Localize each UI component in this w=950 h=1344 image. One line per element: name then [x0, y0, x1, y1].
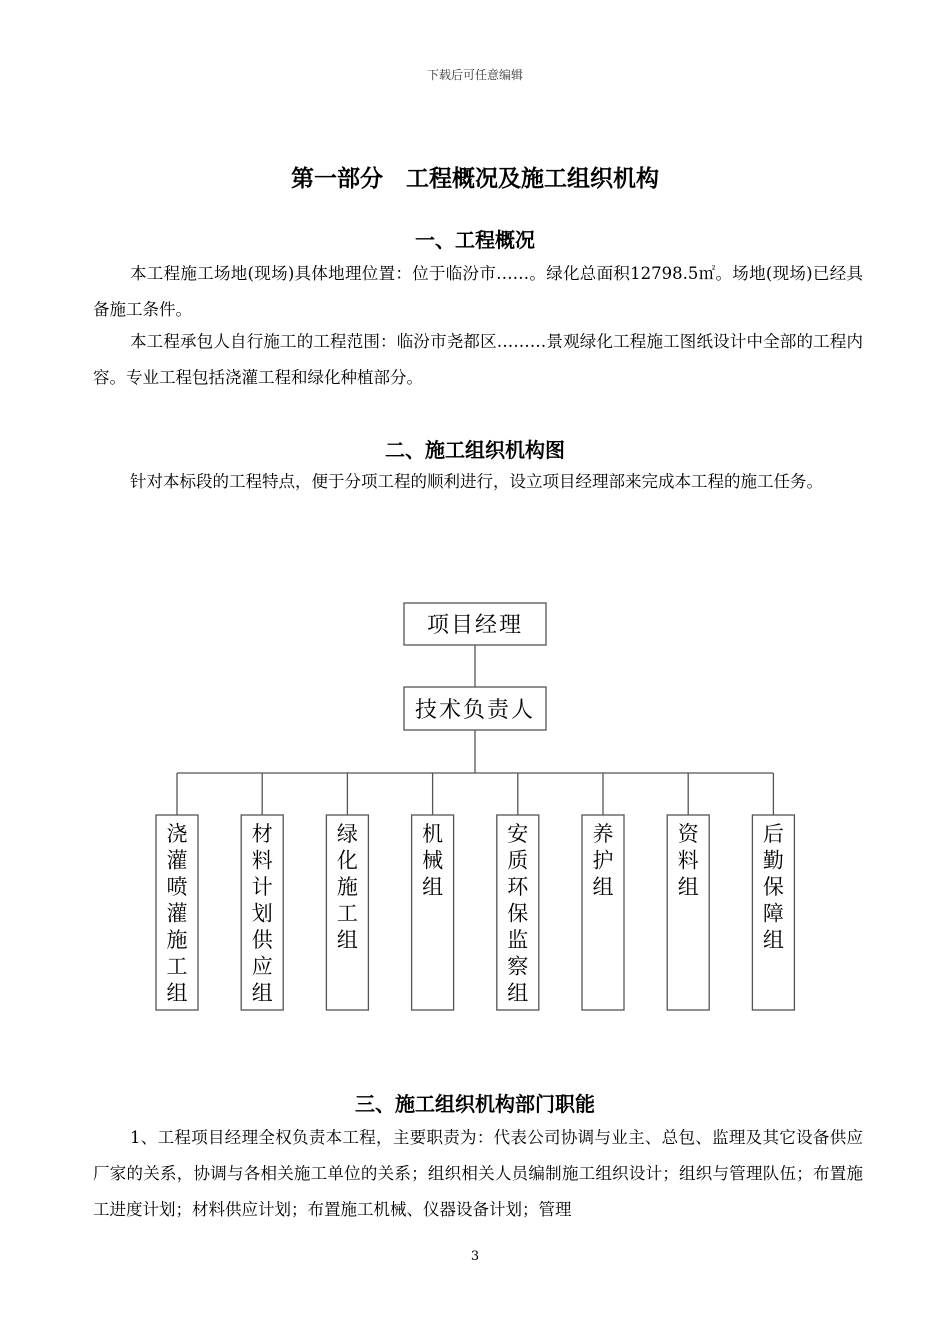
org-group-label: 材料计划供应组 — [251, 822, 273, 1005]
org-chart — [0, 590, 950, 1030]
overview-paragraph-2: 本工程承包人自行施工的工程范围：临汾市尧都区………景观绿化工程施工图纸设计中全部的工程内容。专业工程包括浇灌工程和绿化种植部分。 — [93, 332, 863, 387]
org-group-label: 资料组 — [677, 822, 699, 899]
org-group-label: 后勤保障组 — [762, 822, 784, 952]
section-title-functions: 三、施工组织机构部门职能 — [355, 1092, 595, 1116]
overview-paragraph-1: 本工程施工场地(现场)具体地理位置：位于临汾市……。绿化总面积12798.5㎡。场地(现场)已经具备施工条件。 — [93, 264, 863, 319]
org-group-label: 浇灌喷灌施工组 — [166, 822, 188, 1005]
org-manager-label: 项目经理 — [426, 613, 524, 638]
org-group-label: 机械组 — [422, 822, 444, 899]
part-title: 第一部分 工程概况及施工组织机构 — [291, 165, 659, 192]
section-title-org-chart: 二、施工组织机构图 — [385, 438, 565, 462]
org-group-label: 绿化施工组 — [336, 822, 358, 952]
org-group-label: 安质环保监察组 — [507, 822, 529, 1005]
header-note: 下载后可任意编辑 — [426, 68, 523, 82]
org-group-label: 养护组 — [592, 822, 614, 899]
org-chart-paragraph: 针对本标段的工程特点，便于分项工程的顺利进行，设立项目经理部来完成本工程的施工任务。 — [130, 472, 823, 491]
functions-paragraph-1: 1、工程项目经理全权负责本工程，主要职责为：代表公司协调与业主、总包、监理及其它设备供应厂家的关系，协调与各相关施工单位的关系；组织相关人员编制施工组织设计；组织与管理队伍；布置施工进度计划；材料供应计划；布置施工机械、仪器设备计划；管理 — [93, 1128, 863, 1219]
org-tech-lead-label: 技术负责人 — [414, 698, 536, 723]
page-number: 3 — [470, 1249, 480, 1264]
section-title-overview: 一、工程概况 — [415, 228, 535, 252]
